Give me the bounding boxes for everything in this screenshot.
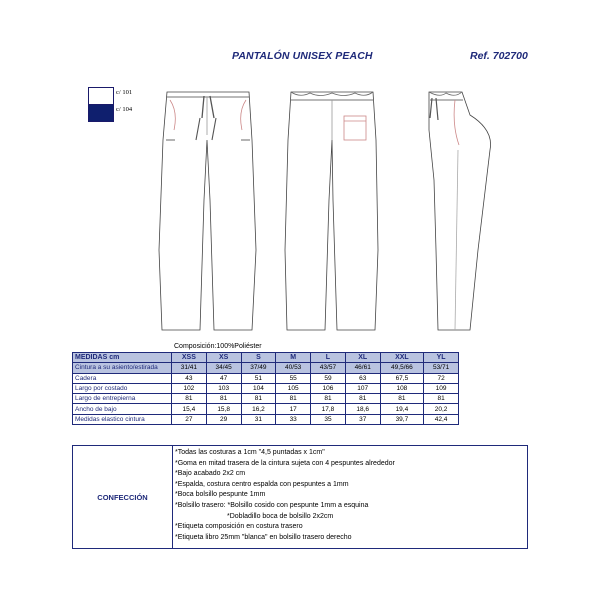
table-cell: 35 [311,414,346,424]
table-cell: 81 [172,394,207,404]
table-row [73,373,459,383]
table-cell: 27 [172,414,207,424]
table-cell: 46/61 [345,363,380,373]
measurements-table [72,352,459,425]
list-item: *Goma en mitad trasera de la cintura sujeta con 4 pespuntes alrededor [175,459,395,467]
size-header: M [276,353,311,363]
size-header: XS [206,353,241,363]
table-cell: 67,5 [380,373,424,383]
table-cell: 103 [206,383,241,393]
table-cell: 20,2 [424,404,459,414]
table-cell: 43/57 [311,363,346,373]
list-item: *Boca bolsillo pespunte 1mm [175,491,266,499]
color-label-104: c/ 104 [116,106,133,113]
confeccion-box [72,445,528,549]
size-header: S [241,353,276,363]
table-cell: 107 [345,383,380,393]
row-label: Cadera [73,373,172,383]
table-row [73,414,459,424]
list-item: *Espalda, costura centro espalda con pespuntes a 1mm [175,480,349,488]
table-cell: 33 [276,414,311,424]
confeccion-list [175,448,525,543]
row-label: Medidas elastico cintura [73,414,172,424]
table-cell: 81 [206,394,241,404]
list-item: *Bolsillo trasero: *Bolsillo cosido con pespunte 1mm a esquina [175,501,369,509]
size-header: XSS [172,353,207,363]
table-cell: 105 [276,383,311,393]
table-cell: 81 [276,394,311,404]
table-cell: 31 [241,414,276,424]
table-cell: 47 [206,373,241,383]
table-cell: 81 [311,394,346,404]
list-item: *Etiqueta composición en costura trasero [175,523,303,531]
table-cell: 63 [345,373,380,383]
table-cell: 40/53 [276,363,311,373]
table-cell: 81 [241,394,276,404]
table-cell: 72 [424,373,459,383]
table-cell: 102 [172,383,207,393]
measurements-header-row [73,353,459,363]
table-cell: 31/41 [172,363,207,373]
composition-text: Composición:100%Poliéster [174,343,262,350]
row-label: Largo por costado [73,383,172,393]
row-label: Ancho de bajo [73,404,172,414]
back-view-drawing [285,92,378,330]
table-cell: 19,4 [380,404,424,414]
row-label: Cintura a su asiento/estirada [73,363,172,373]
size-header: XL [345,353,380,363]
table-cell: 34/45 [206,363,241,373]
table-cell: 81 [424,394,459,404]
table-row [73,404,459,414]
list-item: *Dobladillo boca de bolsillo 2x2cm [227,512,334,520]
table-cell: 39,7 [380,414,424,424]
measurements-header-label: MEDIDAS cm [73,353,172,363]
table-row [73,363,459,373]
table-cell: 51 [241,373,276,383]
color-label-101: c/ 101 [116,89,133,96]
table-cell: 17,8 [311,404,346,414]
table-cell: 15,4 [172,404,207,414]
size-header: YL [424,353,459,363]
table-cell: 49,5/66 [380,363,424,373]
table-cell: 37 [345,414,380,424]
table-cell: 108 [380,383,424,393]
table-cell: 59 [311,373,346,383]
table-cell: 29 [206,414,241,424]
front-view-drawing [159,92,256,330]
table-cell: 53/71 [424,363,459,373]
table-row [73,383,459,393]
size-header: XXL [380,353,424,363]
size-header: L [311,353,346,363]
table-cell: 55 [276,373,311,383]
row-label: Largo de entrepierna [73,394,172,404]
list-item: *Bajo acabado 2x2 cm [175,470,246,478]
side-view-drawing [429,92,491,330]
reference-number: Ref. 702700 [470,50,528,62]
table-cell: 42,4 [424,414,459,424]
table-cell: 37/49 [241,363,276,373]
page-title: PANTALÓN UNISEX PEACH [232,50,373,62]
table-cell: 81 [380,394,424,404]
table-cell: 109 [424,383,459,393]
list-item: *Todas las costuras a 1cm "4,5 puntadas x 1cm" [175,449,325,456]
list-item: *Etiqueta libro 25mm "blanca" en bolsillo trasero derecho [175,533,352,541]
table-cell: 106 [311,383,346,393]
table-cell: 81 [345,394,380,404]
table-cell: 17 [276,404,311,414]
table-cell: 43 [172,373,207,383]
table-cell: 104 [241,383,276,393]
table-cell: 16,2 [241,404,276,414]
confeccion-label: CONFECCIÓN [73,446,173,548]
table-row [73,394,459,404]
table-cell: 15,8 [206,404,241,414]
table-cell: 18,6 [345,404,380,414]
